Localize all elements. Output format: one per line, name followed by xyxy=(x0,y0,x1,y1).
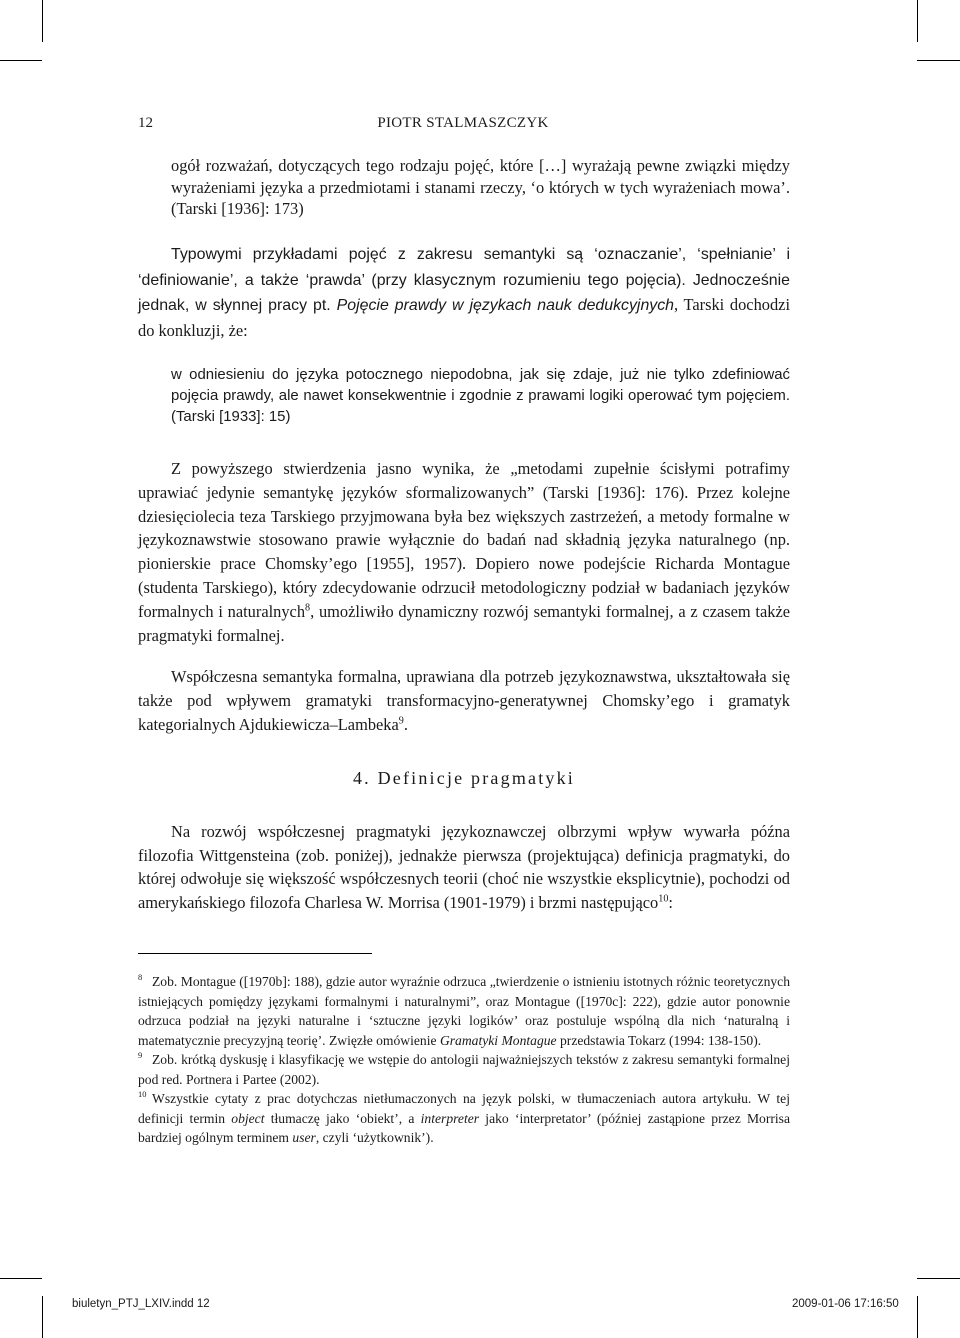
footnote-8-text-end: przedstawia Tokarz (1994: 138-150). xyxy=(556,1032,762,1048)
paragraph-1 xyxy=(138,242,790,343)
footnote-10-text: Wszystkie cytaty z prac dotychczas nietłumaczonych na język polski, w tłumaczeniach autora artykułu. W tej definicji termin xyxy=(138,1091,790,1126)
paragraph-4-text: Na rozwój współczesnej pragmatyki językoznawczej olbrzymi wpływ wywarła późna filozofia Wittgensteina (zob. poniżej), jednakże pierwsza (projektująca) definicja pragmatyki, do której odwołuje się większość współczesnych teorii (choć nie wszystkie eksplicytnie), pochodzi od amerykańskiego filozofa Charlesa W. Morrisa (1901-1979) i brzmi następująco xyxy=(138,822,790,912)
paragraph-2 xyxy=(138,457,790,647)
footnote-10-italic-object: object xyxy=(231,1110,265,1126)
paragraph-3 xyxy=(138,665,790,736)
crop-mark-top-right-horizontal xyxy=(917,60,960,61)
crop-mark-bottom-left-vertical xyxy=(42,1296,43,1338)
crop-mark-bottom-right-horizontal xyxy=(917,1278,960,1279)
footnote-ref-8: 8 xyxy=(305,602,311,614)
quote-2-text: w odniesieniu do języka potocznego niepodobna, jak się zdaje, już nie tylko zdefiniować pojęcia prawdy, ale nawet konsekwentnie i zgodnie z prawami logiki operować tym pojęciem. (Tarski [1933]: 15) xyxy=(171,366,790,425)
footnote-separator xyxy=(138,953,372,954)
footnote-10: $^{10}$ Wszystkie cytaty z prac dotychczas nietłumaczonych na język polski, w tłumaczeniach autora artykułu. W tej definicji termin object tłumaczę jako ‘obiekt’, a interpreter jako ‘interpretator’ (później zastąpione przez Morrisa bardziej ogólnym terminem user, czyli ‘użytkownik’). xyxy=(138,1089,791,1145)
paragraph-4 xyxy=(138,820,790,914)
footnote-8: $^8$ Zob. Montague ([1970b]: 188), gdzie autor wyraźnie odrzuca „twierdzenie o istnieniu istotnych różnic teoretycznych istniejących pomiędzy językami formalnymi i naturalnymi”, oraz Montague ([1970c]: 222), gdzie autor ponownie odrzuca podział na języki naturalne i ‘sztuczne języki logików’ oraz postuluje wspólną dla nich ‘naturalną i matematycznie precyzyjną teorię’. Zwięzłe omówienie Gramatyki Montague przedstawia Tokarz (1994: 138-150). xyxy=(138,972,790,1048)
section-heading: 4. Definicje pragmatyki xyxy=(352,768,576,788)
footnote-10-text-2: tłumaczę jako ‘obiekt’, a xyxy=(264,1110,421,1126)
footnote-10-text-end: , czyli ‘użytkownik’). xyxy=(315,1130,434,1145)
paragraph-3-text: Współczesna semantyka formalna, uprawiana dla potrzeb językoznawstwa, ukształtowała się także pod wpływem gramatyki transformacyjno-generatywnej Chomsky’ego i gramatyk kategorialnych Ajdukiewicza–Lambeka xyxy=(138,667,790,734)
crop-mark-bottom-right-vertical xyxy=(917,1296,918,1338)
crop-mark-top-left-vertical xyxy=(42,0,43,42)
footnote-ref-9: 9 xyxy=(398,715,404,727)
block-quote-2 xyxy=(171,364,790,427)
footnote-ref-10: 10 xyxy=(658,893,669,905)
footnote-10-text-3: jako ‘interpretator’ (później zastąpione przez Morrisa bardziej ogólnym terminem xyxy=(138,1110,791,1145)
slug-filename: biuletyn_PTJ_LXIV.indd 12 xyxy=(72,1298,210,1310)
paragraph-4-text-end: : xyxy=(668,892,673,912)
footnote-8-italic: Gramatyki Montague xyxy=(439,1032,557,1048)
running-title: PIOTR STALMASZCZYK xyxy=(377,115,549,131)
footnotes xyxy=(138,972,790,1148)
paragraph-1-title-italic: Pojęcie prawdy w językach nauk dedukcyjnych xyxy=(336,297,675,314)
page-number: 12 xyxy=(138,115,153,131)
footnote-10-italic-user: user xyxy=(292,1130,316,1145)
slug-timestamp: 2009-01-06 17:16:50 xyxy=(792,1298,899,1310)
block-quote-1 xyxy=(171,155,790,220)
quote-1-text: ogół rozważań, dotyczących tego rodzaju pojęć, które […] wyrażają pewne związki między wyrażeniami języka a przedmiotami i stanami rzeczy, ‘o których w tych wyrażeniach mowa’. (Tarski [1936]: 173) xyxy=(171,156,790,218)
paragraph-1-text-end: , Tarski dochodzi do konkluzji, że: xyxy=(138,295,790,340)
footnote-9: $^9$ Zob. krótką dyskusję i klasyfikację we wstępie do antologii najważniejszych tekstów z zakresu semantyki formalnej pod red. Portnera i Partee (2002). xyxy=(138,1050,790,1087)
crop-mark-bottom-left-horizontal xyxy=(0,1278,42,1279)
paragraph-1-text: Typowymi przykładami pojęć z zakresu semantyki są ‘oznaczanie’, ‘spełnianie’ i ‘definiowanie’, a także ‘prawda’ (przy klasycznym rozumieniu tego pojęcia). Jednocześnie jednak, w słynnej pracy pt. xyxy=(138,246,790,314)
crop-mark-top-right-vertical xyxy=(917,0,918,42)
footnote-8-text: Zob. Montague ([1970b]: 188), gdzie autor wyraźnie odrzuca „twierdzenie o istnieniu istotnych różnic teoretycznych istniejących pomiędzy językami formalnymi i naturalnymi”, oraz Montague ([1970c]: 222), gdzie autor ponownie odrzuca podział na języki naturalne i ‘sztuczne języki logików’ oraz postuluje wspólną dla nich ‘naturalną i matematycznie precyzyjną teorię’. Zwięzłe omówienie xyxy=(138,974,790,1048)
paragraph-2-text: Z powyższego stwierdzenia jasno wynika, że „metodami zupełnie ścisłymi potrafimy uprawiać jedynie semantykę języków sformalizowanych” (Tarski [1936]: 176). Przez kolejne dziesięciolecia teza Tarskiego przyjmowana była bez większych zastrzeżeń, a metody formalne w językoznawstwie stosowano prawie wyłącznie do badań nad składnią języka naturalnego (np. pionierskie prace Chomsky’ego [1955], 1957). Dopiero nowe podejście Richarda Montague (studenta Tarskiego), który zdecydowanie odrzucił metodologiczny podział w badaniach języków formalnych i naturalnych xyxy=(138,459,790,621)
paragraph-3-text-end: . xyxy=(403,714,408,734)
crop-mark-top-left-horizontal xyxy=(0,60,42,61)
footnote-10-italic-interpreter: interpreter xyxy=(420,1110,480,1126)
paragraph-2-text-end: , umożliwiło dynamiczny rozwój semantyki formalnej, a z czasem także pragmatyki formalnej. xyxy=(138,601,790,645)
footnote-9-text: Zob. krótką dyskusję i klasyfikację we wstępie do antologii najważniejszych tekstów z zakresu semantyki formalnej pod red. Portnera i Partee (2002). xyxy=(138,1052,790,1087)
